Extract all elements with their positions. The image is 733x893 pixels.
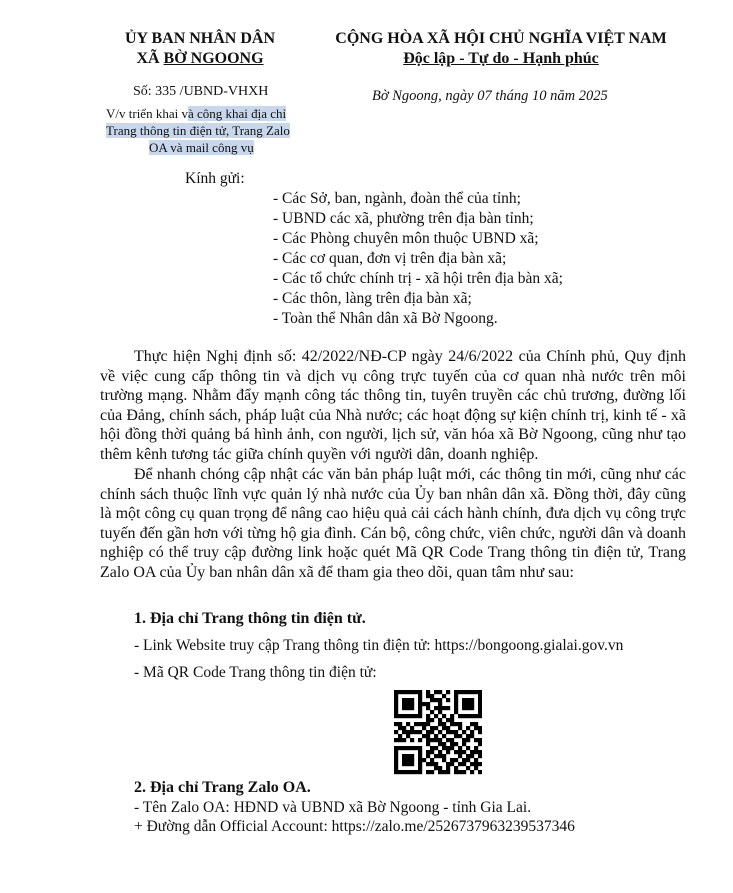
qr-module bbox=[466, 690, 470, 694]
qr-module bbox=[454, 750, 458, 754]
qr-module bbox=[454, 734, 458, 738]
qr-module bbox=[470, 714, 474, 718]
qr-module bbox=[438, 702, 442, 706]
qr-module bbox=[466, 754, 470, 758]
qr-module bbox=[438, 706, 442, 710]
qr-module bbox=[398, 770, 402, 774]
qr-module bbox=[406, 754, 410, 758]
qr-module bbox=[398, 722, 402, 726]
qr-module bbox=[470, 754, 474, 758]
qr-module bbox=[418, 746, 422, 750]
section2-heading: 2. Địa chỉ Trang Zalo OA. bbox=[134, 779, 311, 796]
qr-module bbox=[406, 734, 410, 738]
qr-module bbox=[478, 742, 482, 746]
qr-module bbox=[426, 734, 430, 738]
qr-module bbox=[466, 714, 470, 718]
qr-module bbox=[466, 734, 470, 738]
qr-module bbox=[478, 750, 482, 754]
qr-module bbox=[478, 754, 482, 758]
qr-module bbox=[438, 698, 442, 702]
qr-module bbox=[402, 702, 406, 706]
qr-module bbox=[430, 718, 434, 722]
section1-heading: 1. Địa chỉ Trang thông tin điện tử. bbox=[134, 610, 366, 627]
qr-module bbox=[474, 714, 478, 718]
qr-module bbox=[466, 766, 470, 770]
qr-module bbox=[478, 694, 482, 698]
qr-module bbox=[394, 750, 398, 754]
qr-module bbox=[478, 726, 482, 730]
qr-module bbox=[434, 734, 438, 738]
subject-line2: Trang thông tin điện tử, Trang Zalo bbox=[106, 123, 290, 138]
qr-module bbox=[418, 770, 422, 774]
qr-module bbox=[434, 690, 438, 694]
qr-module bbox=[450, 742, 454, 746]
qr-module bbox=[438, 770, 442, 774]
qr-module bbox=[474, 762, 478, 766]
qr-module bbox=[398, 734, 402, 738]
qr-module bbox=[470, 730, 474, 734]
qr-module bbox=[426, 718, 430, 722]
qr-module bbox=[438, 766, 442, 770]
website-link-line: - Link Website truy cập Trang thông tin điện tử: https://bongoong.gialai.gov.vn bbox=[134, 637, 624, 654]
qr-module bbox=[442, 722, 446, 726]
qr-module bbox=[398, 726, 402, 730]
qr-module bbox=[478, 762, 482, 766]
qr-module bbox=[478, 706, 482, 710]
qr-module bbox=[430, 738, 434, 742]
qr-module bbox=[402, 690, 406, 694]
qr-module bbox=[446, 762, 450, 766]
qr-module bbox=[402, 762, 406, 766]
qr-module bbox=[422, 702, 426, 706]
subject-line3: OA và mail công vụ bbox=[149, 140, 254, 155]
qr-module bbox=[414, 722, 418, 726]
qr-module bbox=[422, 726, 426, 730]
qr-module bbox=[394, 698, 398, 702]
qr-module bbox=[430, 694, 434, 698]
qr-module bbox=[470, 770, 474, 774]
qr-module bbox=[470, 734, 474, 738]
qr-module bbox=[446, 770, 450, 774]
qr-module bbox=[462, 742, 466, 746]
qr-module bbox=[394, 706, 398, 710]
qr-module bbox=[406, 706, 410, 710]
qr-module bbox=[454, 698, 458, 702]
qr-module bbox=[410, 770, 414, 774]
qr-module bbox=[402, 698, 406, 702]
qr-module bbox=[458, 762, 462, 766]
qr-module bbox=[462, 698, 466, 702]
qr-module bbox=[426, 754, 430, 758]
qr-module bbox=[406, 758, 410, 762]
qr-module bbox=[450, 718, 454, 722]
qr-module bbox=[394, 758, 398, 762]
qr-module bbox=[438, 730, 442, 734]
recipient-item: - Các thôn, làng trên địa bàn xã; bbox=[273, 290, 472, 307]
qr-module bbox=[434, 738, 438, 742]
qr-module bbox=[466, 726, 470, 730]
qr-module bbox=[402, 706, 406, 710]
qr-module bbox=[394, 766, 398, 770]
qr-module bbox=[394, 746, 398, 750]
qr-module bbox=[462, 730, 466, 734]
qr-module bbox=[454, 690, 458, 694]
qr-module bbox=[462, 714, 466, 718]
qr-module bbox=[438, 722, 442, 726]
qr-module bbox=[394, 702, 398, 706]
qr-module bbox=[414, 770, 418, 774]
qr-module bbox=[446, 706, 450, 710]
qr-module bbox=[478, 710, 482, 714]
qr-module bbox=[470, 762, 474, 766]
qr-module bbox=[450, 746, 454, 750]
qr-module bbox=[466, 746, 470, 750]
qr-module bbox=[458, 726, 462, 730]
qr-module bbox=[458, 750, 462, 754]
qr-module bbox=[426, 690, 430, 694]
qr-module bbox=[394, 694, 398, 698]
qr-module bbox=[470, 750, 474, 754]
qr-module bbox=[438, 718, 442, 722]
qr-module bbox=[446, 726, 450, 730]
qr-module bbox=[474, 758, 478, 762]
qr-module bbox=[442, 734, 446, 738]
qr-module bbox=[458, 722, 462, 726]
qr-module bbox=[474, 722, 478, 726]
qr-module bbox=[410, 714, 414, 718]
qr-module bbox=[434, 698, 438, 702]
qr-module bbox=[410, 726, 414, 730]
qr-module bbox=[394, 762, 398, 766]
qr-module bbox=[434, 726, 438, 730]
qr-module bbox=[406, 690, 410, 694]
qr-module bbox=[450, 714, 454, 718]
qr-module bbox=[470, 706, 474, 710]
qr-module bbox=[426, 722, 430, 726]
recipient-item: - UBND các xã, phường trên địa bàn tỉnh; bbox=[273, 210, 534, 227]
qr-module bbox=[406, 698, 410, 702]
qr-module bbox=[414, 730, 418, 734]
subject-line1: V/v triển khai và công khai địa chỉ bbox=[106, 106, 287, 121]
qr-module bbox=[430, 730, 434, 734]
qr-module bbox=[418, 754, 422, 758]
qr-module bbox=[474, 750, 478, 754]
qr-module bbox=[478, 702, 482, 706]
qr-module bbox=[394, 714, 398, 718]
recipient-item: - Các cơ quan, đơn vị trên địa bàn xã; bbox=[273, 250, 507, 267]
qr-module bbox=[454, 702, 458, 706]
qr-module bbox=[406, 762, 410, 766]
qr-module bbox=[398, 738, 402, 742]
qr-module bbox=[410, 690, 414, 694]
qr-module bbox=[438, 754, 442, 758]
recipient-list bbox=[273, 189, 563, 329]
qr-module bbox=[450, 738, 454, 742]
qr-module bbox=[478, 770, 482, 774]
qr-module bbox=[402, 754, 406, 758]
qr-module bbox=[418, 698, 422, 702]
qr-module bbox=[426, 694, 430, 698]
qr-module bbox=[406, 702, 410, 706]
qr-module bbox=[402, 726, 406, 730]
qr-module bbox=[454, 694, 458, 698]
qr-module bbox=[454, 766, 458, 770]
qr-module bbox=[462, 738, 466, 742]
qr-module bbox=[398, 690, 402, 694]
qr-module bbox=[442, 746, 446, 750]
qr-module bbox=[434, 714, 438, 718]
salutation: Kính gửi: bbox=[185, 170, 245, 187]
qr-module bbox=[426, 702, 430, 706]
qr-module bbox=[418, 738, 422, 742]
qr-module bbox=[418, 694, 422, 698]
qr-module bbox=[462, 762, 466, 766]
qr-module bbox=[418, 714, 422, 718]
qr-module bbox=[446, 750, 450, 754]
national-motto: Độc lập - Tự do - Hạnh phúc bbox=[403, 50, 599, 67]
qr-module bbox=[418, 730, 422, 734]
qr-module bbox=[426, 730, 430, 734]
qr-module bbox=[430, 758, 434, 762]
qr-module bbox=[442, 770, 446, 774]
qr-module bbox=[446, 766, 450, 770]
website-qr-code[interactable] bbox=[394, 690, 482, 778]
qr-module bbox=[434, 754, 438, 758]
zalo-url-line: + Đường dẫn Official Account: https://zalo.me/2526737963239537346 bbox=[134, 818, 575, 835]
qr-module bbox=[458, 690, 462, 694]
qr-module bbox=[406, 722, 410, 726]
qr-module bbox=[402, 746, 406, 750]
qr-module bbox=[446, 698, 450, 702]
qr-module bbox=[478, 714, 482, 718]
qr-module bbox=[410, 758, 414, 762]
qr-module bbox=[470, 698, 474, 702]
qr-module bbox=[406, 714, 410, 718]
qr-module bbox=[430, 726, 434, 730]
qr-module bbox=[414, 714, 418, 718]
qr-module bbox=[458, 734, 462, 738]
qr-module bbox=[414, 746, 418, 750]
body-paragraph-2: Để nhanh chóng cập nhật các văn bản pháp luật mới, các thông tin mới, cũng như các chính sách thuộc lĩnh vực quản lý nhà nước của Ủy ban nhân dân xã. Đồng thời, đây cũng là một công cụ quan trọng để nâng cao hiệu quả cải cách hành chính, đưa dịch vụ công trực tuyến đến gần hơn với từng hộ gia đình. Cán bộ, công chức, viên chức, người dân và doanh nghiệp có thể truy cập đường link hoặc quét Mã QR Code Trang thông tin điện tử, Trang Zalo OA của Ủy ban nhân dân xã để tham gia theo dõi, quan tâm như sau: bbox=[100, 466, 686, 581]
qr-module bbox=[462, 706, 466, 710]
qr-module bbox=[418, 706, 422, 710]
qr-module bbox=[466, 706, 470, 710]
qr-module bbox=[462, 770, 466, 774]
qr-module bbox=[406, 770, 410, 774]
qr-module bbox=[418, 750, 422, 754]
qr-module bbox=[430, 750, 434, 754]
qr-module bbox=[410, 698, 414, 702]
qr-module bbox=[430, 698, 434, 702]
qr-module bbox=[478, 730, 482, 734]
qr-module bbox=[462, 758, 466, 762]
qr-module bbox=[398, 714, 402, 718]
qr-module bbox=[410, 702, 414, 706]
qr-module bbox=[402, 738, 406, 742]
qr-module bbox=[394, 738, 398, 742]
recipient-item: - Toàn thể Nhân dân xã Bờ Ngoong. bbox=[273, 310, 498, 327]
qr-module bbox=[438, 738, 442, 742]
qr-module bbox=[430, 710, 434, 714]
qr-module bbox=[442, 742, 446, 746]
qr-module bbox=[450, 722, 454, 726]
qr-module bbox=[454, 706, 458, 710]
qr-module bbox=[394, 754, 398, 758]
qr-module bbox=[466, 702, 470, 706]
qr-module bbox=[470, 702, 474, 706]
qr-module bbox=[418, 758, 422, 762]
qr-module bbox=[430, 762, 434, 766]
zalo-name-line: - Tên Zalo OA: HĐND và UBND xã Bờ Ngoong - tỉnh Gia Lai. bbox=[134, 799, 532, 816]
qr-module bbox=[438, 750, 442, 754]
qr-module bbox=[426, 742, 430, 746]
qr-module bbox=[446, 718, 450, 722]
qr-module bbox=[410, 730, 414, 734]
qr-module bbox=[446, 730, 450, 734]
qr-module bbox=[426, 762, 430, 766]
document-date: Bờ Ngoong, ngày 07 tháng 10 năm 2025 bbox=[372, 88, 608, 104]
qr-module bbox=[418, 722, 422, 726]
qr-module bbox=[426, 738, 430, 742]
qr-module bbox=[458, 770, 462, 774]
qr-module bbox=[446, 690, 450, 694]
qr-module bbox=[458, 714, 462, 718]
qr-module bbox=[422, 758, 426, 762]
qr-module bbox=[434, 706, 438, 710]
recipient-item: - Các Sở, ban, ngành, đoàn thể của tỉnh; bbox=[273, 190, 521, 207]
qr-module bbox=[450, 730, 454, 734]
qr-module bbox=[450, 762, 454, 766]
qr-module bbox=[418, 702, 422, 706]
qr-module bbox=[438, 690, 442, 694]
qr-module bbox=[454, 730, 458, 734]
qr-module bbox=[474, 746, 478, 750]
qr-module bbox=[410, 746, 414, 750]
qr-module bbox=[394, 730, 398, 734]
qr-module bbox=[398, 746, 402, 750]
qr-module bbox=[458, 754, 462, 758]
qr-module bbox=[450, 758, 454, 762]
qr-module bbox=[410, 762, 414, 766]
recipient-item: - Các tổ chức chính trị - xã hội trên địa bàn xã; bbox=[273, 270, 563, 287]
qr-module bbox=[462, 702, 466, 706]
qr-module bbox=[394, 690, 398, 694]
document-number: Số: 335 /UBND-VHXH bbox=[133, 84, 269, 99]
qr-module bbox=[426, 706, 430, 710]
qr-module bbox=[418, 762, 422, 766]
qr-module bbox=[462, 690, 466, 694]
issuing-org-line2: XÃ BỜ NGOONG bbox=[136, 50, 264, 67]
qr-module bbox=[434, 762, 438, 766]
qr-module bbox=[446, 738, 450, 742]
qr-module bbox=[418, 766, 422, 770]
qr-module bbox=[422, 734, 426, 738]
qr-module bbox=[402, 730, 406, 734]
recipient-item: - Các Phòng chuyên môn thuộc UBND xã; bbox=[273, 230, 539, 247]
qr-module bbox=[402, 770, 406, 774]
qr-module bbox=[394, 770, 398, 774]
qr-module bbox=[430, 770, 434, 774]
qr-module bbox=[426, 750, 430, 754]
qr-module bbox=[410, 754, 414, 758]
qr-module bbox=[418, 690, 422, 694]
qr-module bbox=[478, 690, 482, 694]
qr-module bbox=[446, 746, 450, 750]
qr-module bbox=[430, 746, 434, 750]
qr-module bbox=[434, 746, 438, 750]
qr-module bbox=[438, 742, 442, 746]
qr-module bbox=[466, 698, 470, 702]
qr-module bbox=[474, 738, 478, 742]
qr-module bbox=[406, 746, 410, 750]
national-title: CỘNG HÒA XÃ HỘI CHỦ NGHĨA VIỆT NAM bbox=[335, 30, 667, 47]
qr-module bbox=[406, 730, 410, 734]
qr-module bbox=[418, 710, 422, 714]
qr-module bbox=[402, 758, 406, 762]
qr-module bbox=[442, 706, 446, 710]
qr-module bbox=[454, 710, 458, 714]
qr-module bbox=[466, 758, 470, 762]
qr-module bbox=[478, 698, 482, 702]
qr-module bbox=[426, 770, 430, 774]
qr-module bbox=[474, 726, 478, 730]
qr-module bbox=[438, 710, 442, 714]
qr-module bbox=[466, 738, 470, 742]
qr-module bbox=[454, 770, 458, 774]
qr-module bbox=[454, 722, 458, 726]
qr-module bbox=[426, 714, 430, 718]
qr-module bbox=[474, 690, 478, 694]
qr-module bbox=[478, 738, 482, 742]
qr-module bbox=[474, 766, 478, 770]
body-paragraph-1: Thực hiện Nghị định số: 42/2022/NĐ-CP ngày 24/6/2022 của Chính phủ, Quy định về việc cung cấp thông tin và dịch vụ công trực tuyến của cơ quan nhà nước trên môi trường mạng. Nhằm đẩy mạnh công tác thông tin, tuyên truyền các chủ trương, đường lối của Đảng, chính sách, pháp luật của Nhà nước; các hoạt động sự kiện chính trị, kinh tế - xã hội đồng thời quảng bá hình ảnh, con người, lịch sử, văn hóa xã Bờ Ngoong, cũng như tạo thêm kênh tương tác giữa chính quyền với người dân, doanh nghiệp. bbox=[100, 348, 686, 463]
qr-module bbox=[394, 722, 398, 726]
qr-module bbox=[442, 726, 446, 730]
qr-module bbox=[394, 710, 398, 714]
qr-module bbox=[470, 722, 474, 726]
qr-module bbox=[442, 754, 446, 758]
qr-module bbox=[410, 706, 414, 710]
qr-module bbox=[434, 766, 438, 770]
qr-module bbox=[402, 714, 406, 718]
qr-module bbox=[458, 746, 462, 750]
qr-module bbox=[410, 738, 414, 742]
qr-module bbox=[442, 694, 446, 698]
qr-module bbox=[470, 690, 474, 694]
qr-module bbox=[442, 758, 446, 762]
qr-module bbox=[422, 722, 426, 726]
qr-module bbox=[462, 750, 466, 754]
qr-caption: - Mã QR Code Trang thông tin điện tử: bbox=[134, 664, 377, 681]
qr-module bbox=[454, 758, 458, 762]
qr-module bbox=[442, 714, 446, 718]
qr-module bbox=[454, 742, 458, 746]
qr-module bbox=[414, 690, 418, 694]
issuing-org-line1: ỦY BAN NHÂN DÂN bbox=[124, 30, 276, 47]
